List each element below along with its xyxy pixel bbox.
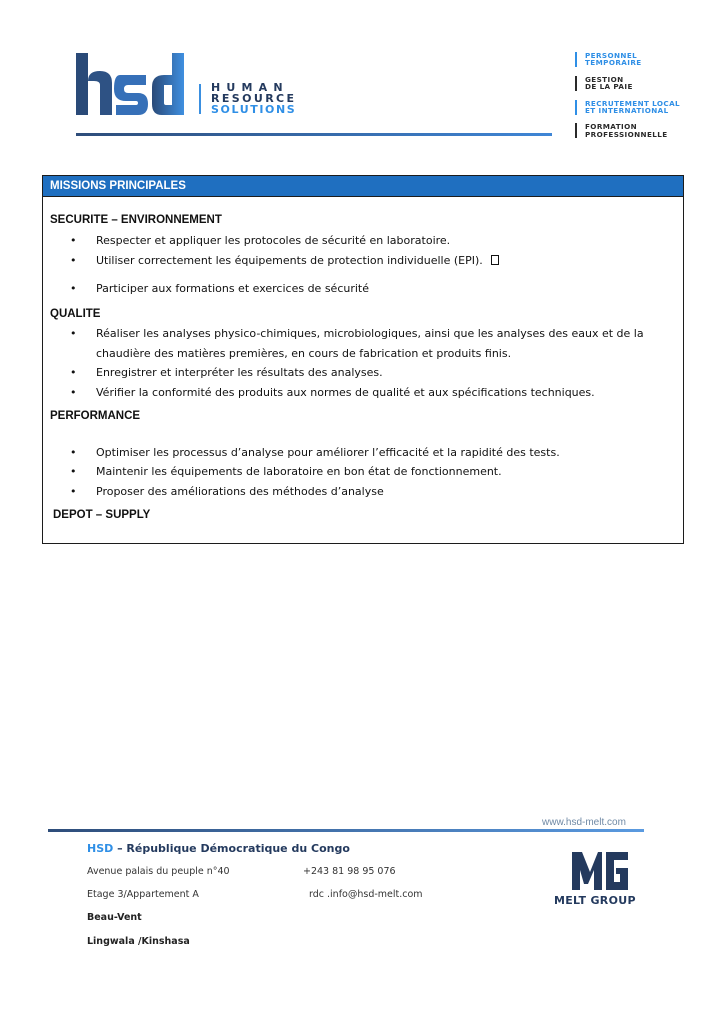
- logo-line-solutions: SOLUTIONS: [211, 103, 297, 116]
- logo-line-human: HUMAN: [211, 81, 289, 94]
- section-heading-depot: DEPOT – SUPPLY: [53, 509, 151, 521]
- section-heading-securite: SECURITE – ENVIRONNEMENT: [50, 214, 222, 226]
- footer-address-line2: Etage 3/Appartement A: [87, 889, 199, 900]
- melt-group-logo-icon: [570, 850, 630, 892]
- hsd-logo: [76, 53, 184, 115]
- checkbox-glyph-icon: [491, 255, 499, 265]
- footer-address-line3: Beau-Vent: [87, 912, 142, 923]
- melt-group-label: MELT GROUP: [554, 894, 636, 907]
- list-item: • Participer aux formations et exercices de sécurité: [70, 282, 369, 295]
- footer-website-link[interactable]: www.hsd-melt.com: [542, 817, 626, 828]
- services-list: [575, 52, 705, 147]
- list-item: • Enregistrer et interpréter les résultats des analyses.: [70, 366, 383, 379]
- list-item: • Proposer des améliorations des méthodes d’analyse: [70, 485, 384, 498]
- logo-line-resource: RESOURCE: [211, 92, 297, 105]
- logo-separator: [199, 84, 201, 114]
- list-item: • Utiliser correctement les équipements de protection individuelle (EPI).: [96, 251, 656, 271]
- section-heading-qualite: QUALITE: [50, 308, 101, 320]
- list-item: • Réaliser les analyses physico-chimiques, microbiologiques, ainsi que les analyses des eaux et de la chaudière des matières premières, en cours de fabrication et produits finis.: [70, 327, 644, 360]
- list-item: • Respecter et appliquer les protocoles de sécurité en laboratoire.: [70, 234, 451, 247]
- footer-company-title: HSD – République Démocratique du Congo: [87, 842, 350, 855]
- service-gestion-paie: GESTION DE LA PAIE: [575, 76, 705, 91]
- service-personnel-temporaire: PERSONNEL TEMPORAIRE: [575, 52, 705, 67]
- section-heading-performance: PERFORMANCE: [50, 410, 141, 422]
- missions-box: [42, 175, 684, 544]
- footer-address-line4: Lingwala /Kinshasa: [87, 936, 190, 947]
- list-item: • Maintenir les équipements de laboratoire en bon état de fonctionnement.: [70, 465, 502, 478]
- list-item: • Vérifier la conformité des produits aux normes de qualité et aux spécifications techniques.: [70, 386, 595, 399]
- logo-wordmark: [211, 82, 296, 115]
- header-divider: [76, 133, 552, 136]
- footer-divider: [48, 829, 644, 832]
- list-item: • Optimiser les processus d’analyse pour améliorer l’efficacité et la rapidité des tests.: [70, 446, 560, 459]
- service-recrutement: RECRUTEMENT LOCAL ET INTERNATIONAL: [575, 100, 705, 115]
- footer-address-line1: Avenue palais du peuple n°40: [87, 866, 230, 877]
- service-formation: FORMATION PROFESSIONNELLE: [575, 123, 705, 138]
- missions-title: MISSIONS PRINCIPALES: [43, 176, 683, 197]
- footer-email[interactable]: rdc .info@hsd-melt.com: [309, 889, 423, 900]
- footer-phone: +243 81 98 95 076: [303, 866, 396, 877]
